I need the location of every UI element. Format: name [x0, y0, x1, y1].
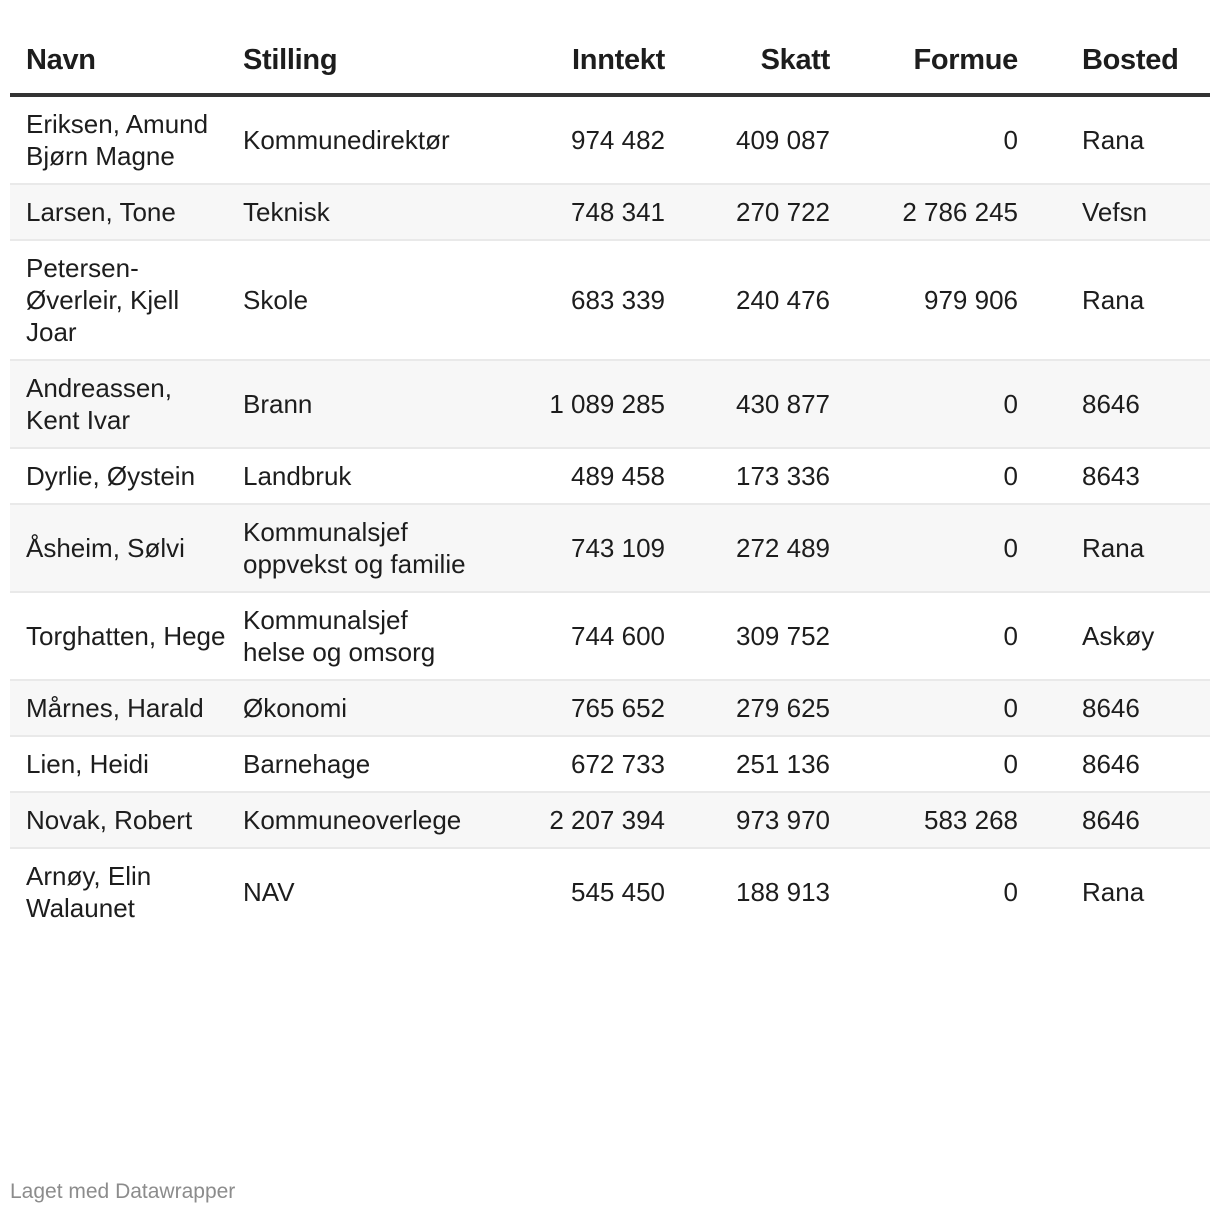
column-header-bosted[interactable]: Bosted [1018, 30, 1210, 95]
table-body [10, 95, 1210, 935]
cell-bosted: Rana [1082, 877, 1145, 907]
table-row [10, 184, 1210, 240]
cell-navn: Torghatten, Hege [10, 592, 227, 680]
cell-formue: 0 [830, 736, 1018, 792]
cell-inntekt: 545 450 [571, 877, 665, 907]
data-table [10, 30, 1210, 935]
cell-stilling: Kommuneoverlege [227, 792, 477, 848]
cell-formue: 0 [830, 592, 1018, 680]
cell-bosted: 8646 [1018, 680, 1210, 736]
cell-navn: Mårnes, Harald [10, 680, 227, 736]
cell-navn: Larsen, Tone [10, 184, 227, 240]
table-row [10, 240, 1210, 360]
cell-navn: Dyrlie, Øystein [10, 448, 227, 504]
cell-bosted: 8646 [1018, 792, 1210, 848]
cell-navn: Arnøy, Elin Walaunet [26, 861, 152, 923]
cell-skatt: 409 087 [665, 95, 830, 184]
cell-inntekt: 489 458 [477, 448, 665, 504]
cell-formue: 0 [830, 504, 1018, 592]
cell-formue: 0 [1003, 877, 1018, 907]
cell-stilling: Kommunalsjef helse og omsorg [227, 592, 477, 680]
cell-formue: 0 [830, 95, 1018, 184]
table-row [10, 792, 1210, 848]
cell-stilling: Teknisk [227, 184, 477, 240]
cell-inntekt: 765 652 [477, 680, 665, 736]
cell-formue: 2 786 245 [830, 184, 1018, 240]
cell-skatt: 270 722 [665, 184, 830, 240]
cell-navn: Petersen-Øverleir, Kjell Joar [10, 240, 227, 360]
cell-stilling: Kommunalsjef oppvekst og familie [227, 504, 477, 592]
cell-navn: Lien, Heidi [10, 736, 227, 792]
table-row [10, 848, 1210, 935]
cell-formue: 0 [830, 360, 1018, 448]
cell-stilling: NAV [243, 877, 295, 907]
cell-skatt: 272 489 [665, 504, 830, 592]
table-row [10, 95, 1210, 184]
cell-bosted: Vefsn [1018, 184, 1210, 240]
column-header-stilling[interactable]: Stilling [227, 30, 477, 95]
cell-stilling: Kommunedirektør [227, 95, 477, 184]
column-header-navn[interactable]: Navn [10, 30, 227, 95]
cell-inntekt: 748 341 [477, 184, 665, 240]
cell-navn: Eriksen, Amund Bjørn Magne [10, 95, 227, 184]
cell-bosted: Rana [1018, 240, 1210, 360]
datawrapper-credit[interactable]: Laget med Datawrapper [10, 1180, 236, 1203]
column-header-skatt[interactable]: Skatt [665, 30, 830, 95]
cell-navn: Andreassen, Kent Ivar [10, 360, 227, 448]
table-row [10, 736, 1210, 792]
cell-skatt: 240 476 [665, 240, 830, 360]
table-row [10, 592, 1210, 680]
cell-navn: Novak, Robert [10, 792, 227, 848]
cell-skatt: 251 136 [665, 736, 830, 792]
cell-formue: 0 [830, 680, 1018, 736]
cell-inntekt: 1 089 285 [477, 360, 665, 448]
cell-inntekt: 683 339 [477, 240, 665, 360]
cell-skatt: 309 752 [665, 592, 830, 680]
cell-navn: Åsheim, Sølvi [10, 504, 227, 592]
cell-stilling: Landbruk [227, 448, 477, 504]
cell-skatt: 188 913 [736, 877, 830, 907]
cell-inntekt: 974 482 [477, 95, 665, 184]
cell-inntekt: 743 109 [477, 504, 665, 592]
cell-inntekt: 672 733 [477, 736, 665, 792]
cell-skatt: 973 970 [665, 792, 830, 848]
cell-formue: 0 [830, 448, 1018, 504]
cell-stilling: Skole [227, 240, 477, 360]
cell-bosted: Askøy [1018, 592, 1210, 680]
cell-formue: 979 906 [830, 240, 1018, 360]
table-container [10, 30, 1210, 935]
cell-stilling: Økonomi [227, 680, 477, 736]
cell-bosted: 8646 [1018, 360, 1210, 448]
cell-bosted: 8646 [1018, 736, 1210, 792]
table-row [10, 680, 1210, 736]
cell-bosted: Rana [1018, 504, 1210, 592]
cell-formue: 583 268 [830, 792, 1018, 848]
table-row [10, 448, 1210, 504]
table-row [10, 360, 1210, 448]
cell-bosted: 8643 [1018, 448, 1210, 504]
cell-stilling: Brann [227, 360, 477, 448]
column-header-formue[interactable]: Formue [830, 30, 1018, 95]
column-header-inntekt[interactable]: Inntekt [477, 30, 665, 95]
cell-skatt: 430 877 [665, 360, 830, 448]
cell-stilling: Barnehage [227, 736, 477, 792]
cell-inntekt: 2 207 394 [477, 792, 665, 848]
cell-bosted: Rana [1018, 95, 1210, 184]
cell-skatt: 173 336 [665, 448, 830, 504]
cell-inntekt: 744 600 [477, 592, 665, 680]
header-row [10, 30, 1210, 95]
table-row [10, 504, 1210, 592]
cell-skatt: 279 625 [665, 680, 830, 736]
